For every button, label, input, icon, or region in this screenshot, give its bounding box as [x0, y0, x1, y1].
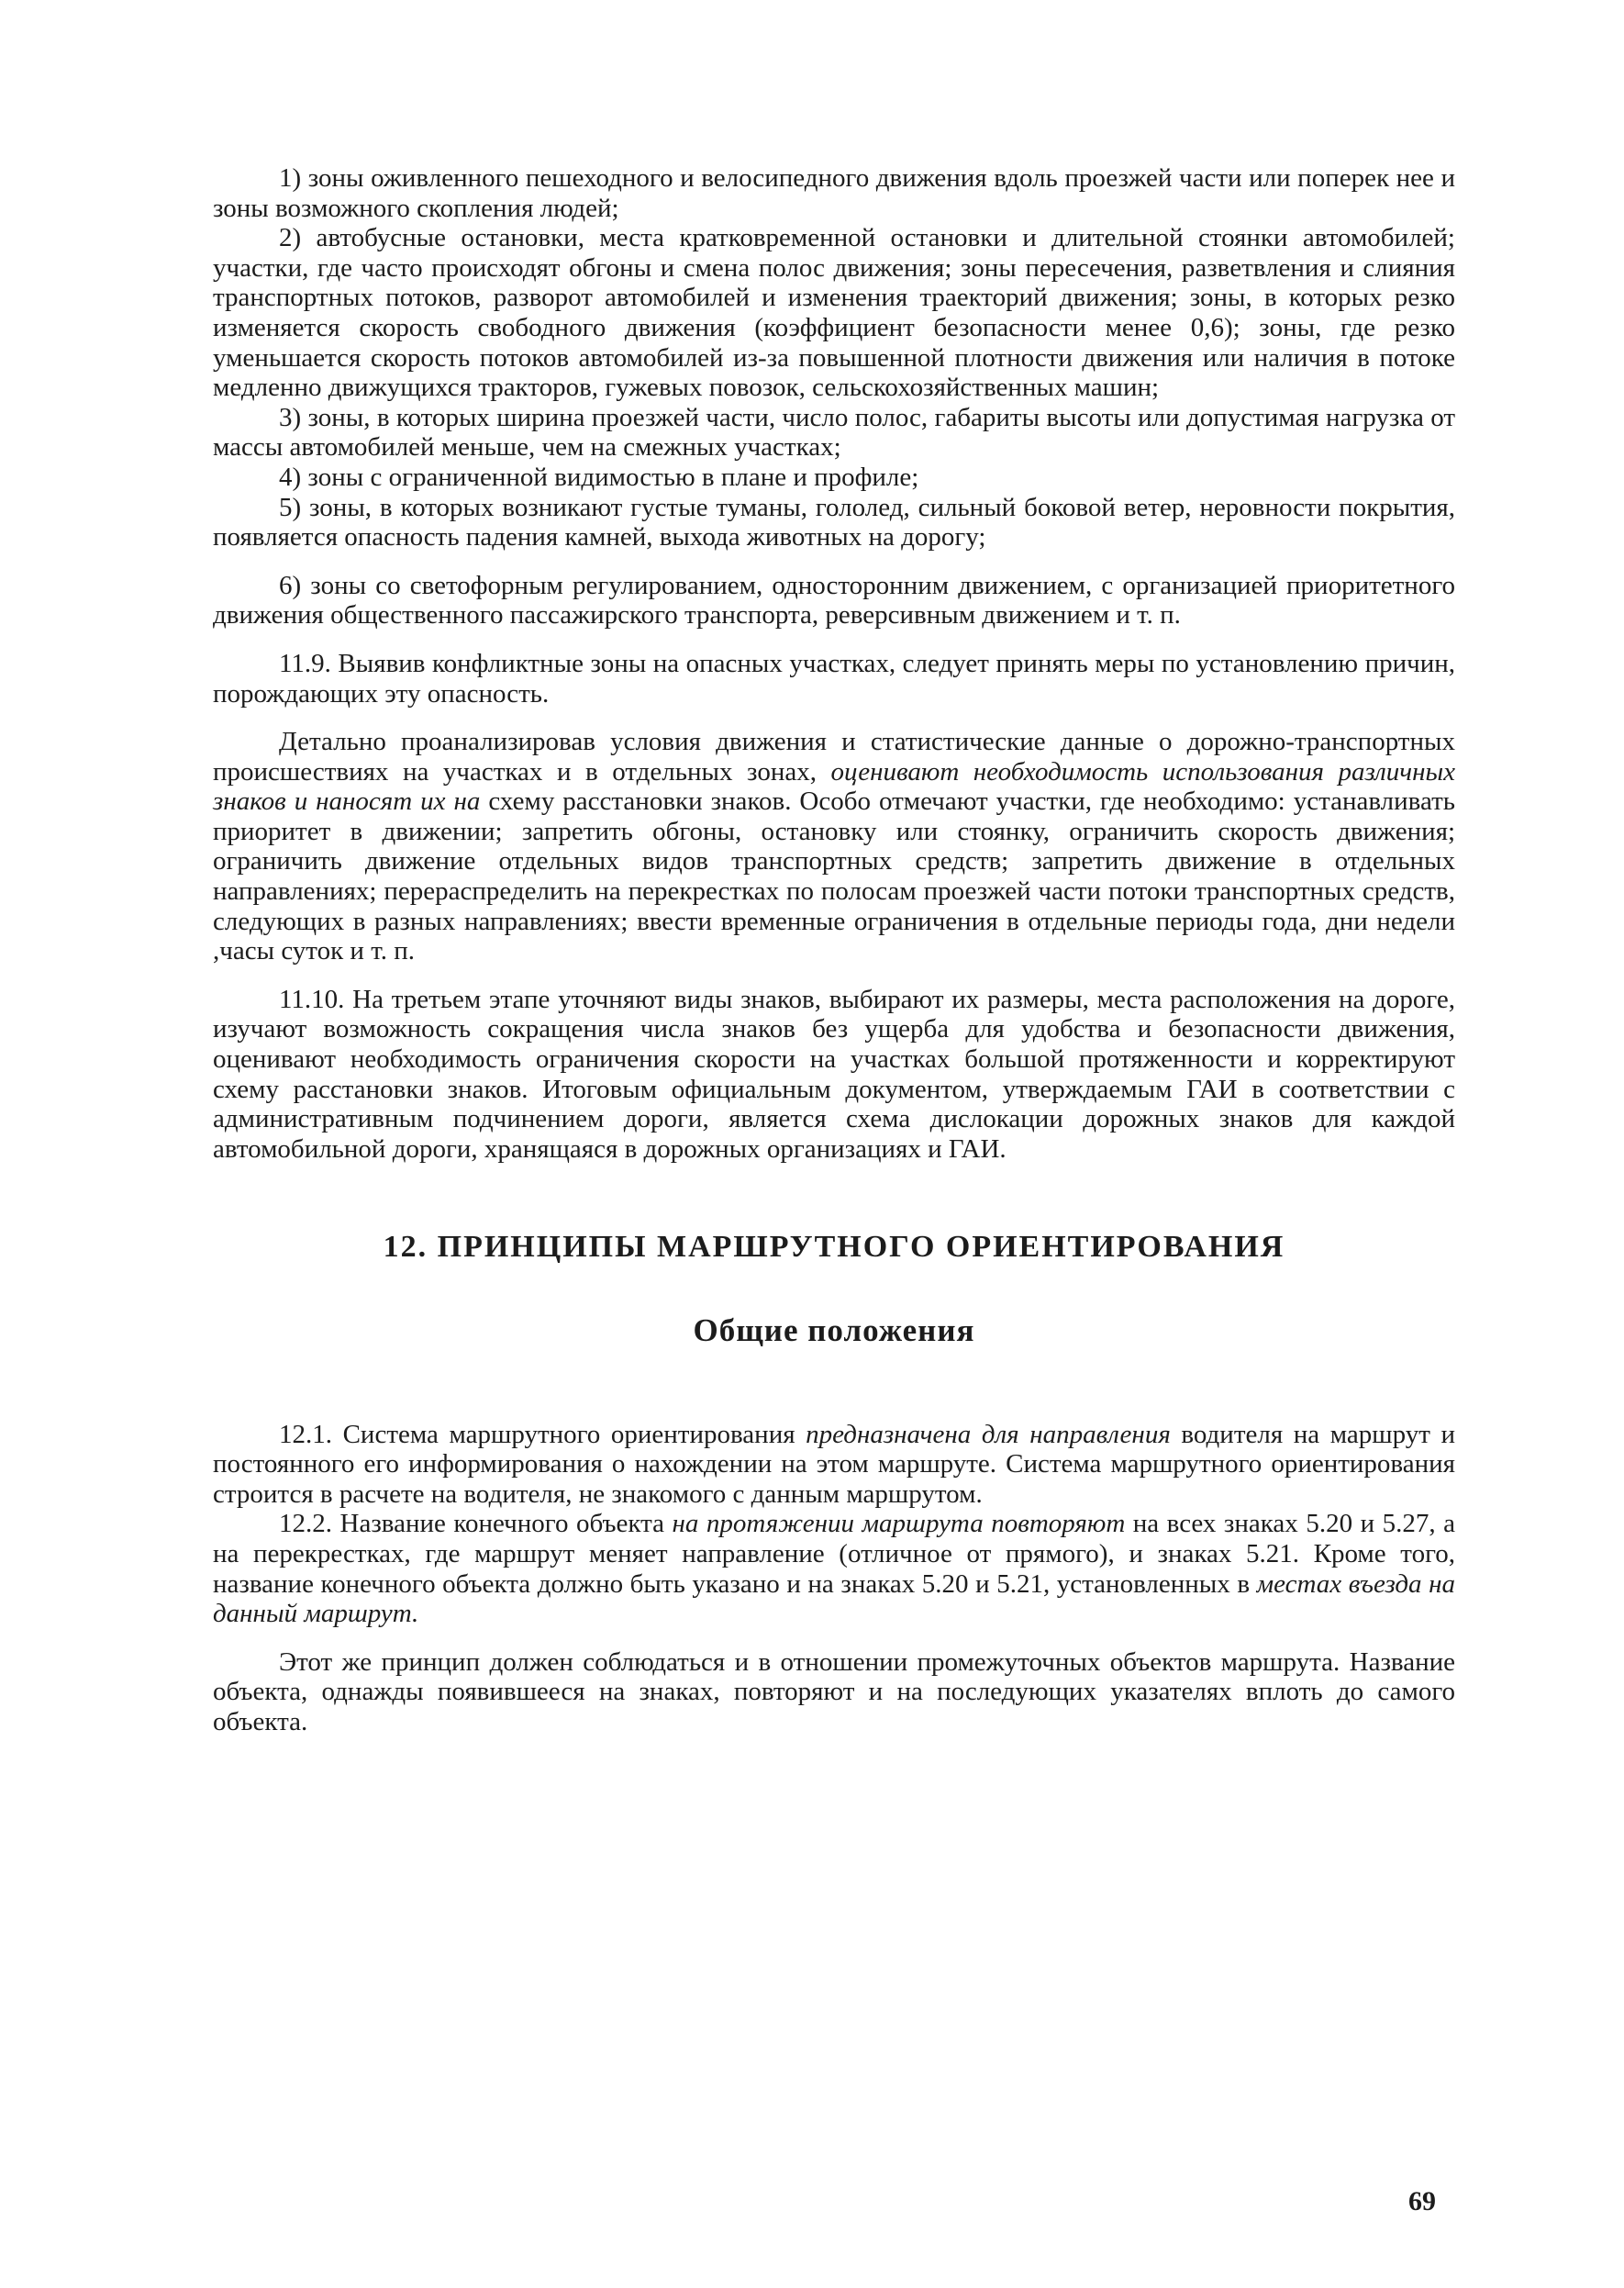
list-item-3: 3) зоны, в которых ширина проезжей части, число полос, габариты высоты или допустимая нагрузка от массы автомобилей меньше, чем на смежных участках; — [213, 402, 1455, 463]
list-item-2: 2) автобусные остановки, места кратковременной остановки и длительной стоянки автомобилей; участки, где часто происходят обгоны и смена полос движения; зоны пересечения, разветвления и слияния транспортных потоков, разворот автомобилей и изменения траекторий движения; зоны, в которых резко изменяется скорость свободного движения (коэффициент безопасности менее 0,6); зоны, где резко уменьшается скорость потоков автомобилей из-за повышенной плотности движения или наличия в потоке медленно движущихся тракторов, гужевых повозок, сельскохозяйственных машин; — [213, 223, 1455, 403]
text-run: 12.2. Название конечного объекта — [279, 1509, 673, 1539]
text-run: схему расстановки знаков. Особо отмечают участки, где необходимо: устанавливать приоритет в движении; запретить обгоны, остановку или стоянку, ограничить скорость движения; ограничить движение отдельных видов транспортных средств; запретить движение в отдельных направлениях; перераспределить на перекрестках по полосам проезжей части потоки транспортных средств, следующих в разных направлениях; ввести временные ограничения в отдельные периоды года, дни недели ,часы суток и т. п. — [213, 787, 1455, 966]
list-item-5: 5) зоны, в которых возникают густые туманы, гололед, сильный боковой ветер, неровности покрытия, появляется опасность падения камней, выхода животных на дорогу; — [213, 492, 1455, 552]
list-item-6: 6) зоны со светофорным регулированием, односторонним движением, с организацией приоритетного движения общественного пассажирского транспорта, реверсивным движением и т. п. — [213, 570, 1455, 631]
text-run: водителя на маршрут и постоянного его информирования о нахождении на этом маршруте. Система маршрутного ориентирования строится в расчете на водителя, не знакомого с данным маршрутом. — [213, 1419, 1455, 1509]
paragraph-intermediate-objects: Этот же принцип должен соблюдаться и в отношении промежуточных объектов маршрута. Название объекта, однажды появившееся на знаках, повторяют и на последующих указателях вплоть до самого объекта. — [213, 1646, 1455, 1736]
page-content — [213, 163, 1455, 1737]
paragraph-11-9: 11.9. Выявив конфликтные зоны на опасных участках, следует принять меры по установлению причин, порождающих эту опасность. — [213, 648, 1455, 709]
text-run: Детально проанализировав условия движения и статистические данные о дорожно-транспортных происшествиях на участках и в отдельных зонах, — [213, 727, 1455, 787]
italic-run: предназначена для направления — [806, 1419, 1171, 1449]
text-run: на всех знаках 5.20 и 5.27, а на перекрестках, где маршрут меняет направление (отличное от прямого), и знаках 5.21. Кроме того, название конечного объекта должно быть указано и на знаках 5.20 и 5.21, установленных в — [213, 1509, 1455, 1599]
paragraph-12-2 — [213, 1509, 1455, 1628]
italic-run: местах въезда на данный маршрут. — [213, 1568, 1456, 1629]
italic-run: на протяжении маршрута повторяют — [672, 1509, 1126, 1539]
italic-run: оценивают необходимость использования различных знаков и наносят их на — [213, 756, 1455, 817]
section-title: 12. ПРИНЦИПЫ МАРШРУТНОГО ОРИЕНТИРОВАНИЯ — [383, 1230, 1285, 1265]
text-run: 12.1. Система маршрутного ориентирования — [279, 1419, 806, 1449]
paragraph-12-1 — [213, 1420, 1455, 1510]
list-item-1: 1) зоны оживленного пешеходного и велосипедного движения вдоль проезжей части или поперек нее и зоны возможного скопления людей; — [213, 163, 1455, 223]
paragraph-detail-analysis — [213, 727, 1455, 966]
subsection-title: Общие положения — [693, 1312, 975, 1348]
page-number: 69 — [1408, 2186, 1436, 2216]
paragraph-11-10: 11.10. На третьем этапе уточняют виды знаков, выбирают их размеры, места расположения на дороге, изучают возможность сокращения числа знаков без ущерба для удобства и безопасности движения, оценивают необходимость ограничения скорости на участках большой протяженности и корректируют схему расстановки знаков. Итоговым официальным документом, утверждаемым ГАИ в соответствии с административным подчинением дороги, является схема дислокации дорожных знаков для каждой автомобильной дороги, хранящаяся в дорожных организациях и ГАИ. — [213, 984, 1455, 1164]
list-item-4: 4) зоны с ограниченной видимостью в плане и профиле; — [279, 462, 919, 492]
